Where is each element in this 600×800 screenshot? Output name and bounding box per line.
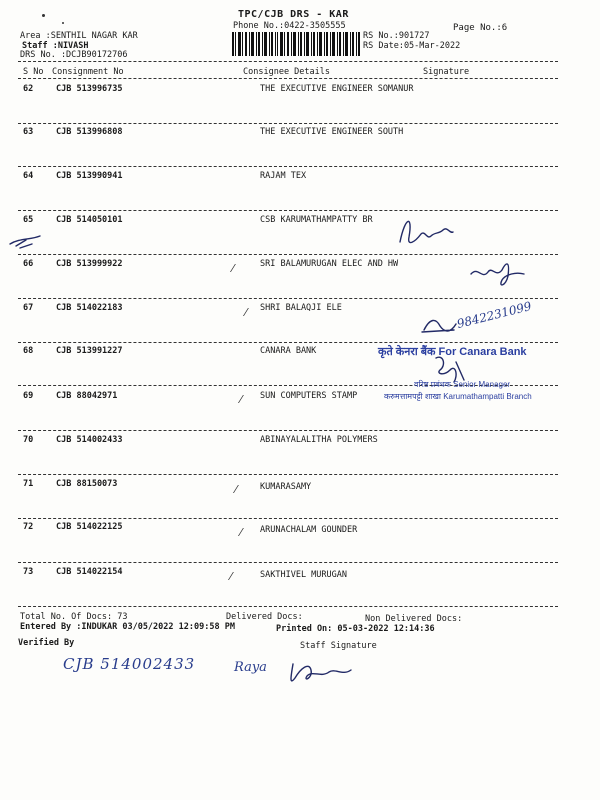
- tick-mark-icon: ⁄: [245, 306, 247, 319]
- signature-row-67: [420, 312, 460, 338]
- row-divider: [18, 474, 558, 475]
- row-sno: 64: [23, 171, 34, 181]
- row-sno: 62: [23, 84, 34, 94]
- phone-number: Phone No.:0422-3505555: [233, 21, 346, 31]
- staff-signature: [285, 656, 355, 690]
- row-consignment: CJB 88150073: [56, 479, 118, 489]
- row-consignee: ARUNACHALAM GOUNDER: [260, 525, 358, 535]
- signature-row-65: [395, 212, 455, 252]
- verified-by-label: Verified By: [18, 638, 75, 648]
- row-sno: 66: [23, 259, 34, 269]
- row-consignee: SHRI BALAQJI ELE: [260, 303, 342, 313]
- stamp-line-1: कृते केनरा बैंक For Canara Bank: [378, 346, 527, 358]
- row-sno: 73: [23, 567, 34, 577]
- tick-mark-icon: ⁄: [232, 262, 234, 275]
- staff-label: Staff :NIVASH: [22, 41, 89, 51]
- row-consignment: CJB 513990941: [56, 171, 123, 181]
- row-divider: [18, 298, 558, 299]
- handwritten-staff-name: Raya: [234, 660, 267, 675]
- non-delivered-docs: Non Delivered Docs:: [365, 614, 463, 624]
- row-sno: 70: [23, 435, 34, 445]
- area-label: Area :SENTHIL NAGAR KAR: [20, 31, 138, 41]
- row-consignee: CANARA BANK: [260, 346, 317, 356]
- row-sno: 65: [23, 215, 34, 225]
- rs-date: RS Date:05-Mar-2022: [363, 41, 461, 51]
- row-consignment: CJB 88042971: [56, 391, 118, 401]
- column-header-sno: S No: [23, 67, 44, 77]
- row-sno: 67: [23, 303, 34, 313]
- divider: [18, 78, 558, 79]
- total-docs: Total No. Of Docs: 73: [20, 612, 128, 622]
- row-consignment: CJB 514050101: [56, 215, 123, 225]
- row-consignee: KUMARASAMY: [260, 482, 312, 492]
- row-consignment: CJB 513996735: [56, 84, 123, 94]
- tick-mark-icon: ⁄: [240, 526, 242, 539]
- row-consignment: CJB 513999922: [56, 259, 123, 269]
- row-sno: 68: [23, 346, 34, 356]
- row-consignment: CJB 514022183: [56, 303, 123, 313]
- row-consignee: SRI BALAMURUGAN ELEC AND HW: [260, 259, 399, 269]
- staff-signature-label: Staff Signature: [300, 641, 377, 651]
- row-divider: [18, 123, 558, 124]
- divider: [18, 61, 558, 62]
- column-header-consignment: Consignment No: [52, 67, 124, 77]
- row-divider: [18, 606, 558, 607]
- row-consignment: CJB 513991227: [56, 346, 123, 356]
- tick-mark-icon: ⁄: [235, 483, 237, 496]
- margin-mark: [6, 232, 46, 252]
- barcode: [232, 32, 360, 56]
- row-sno: 69: [23, 391, 34, 401]
- row-sno: 71: [23, 479, 34, 489]
- row-divider: [18, 166, 558, 167]
- rs-number: RS No.:901727: [363, 31, 430, 41]
- row-consignee: ABINAYALALITHA POLYMERS: [260, 435, 378, 445]
- stamp-line-3: करुमत्तामपट्टी शाखा Karumathampatti Branch: [384, 392, 532, 401]
- row-sno: 63: [23, 127, 34, 137]
- row-consignment: CJB 514002433: [56, 435, 123, 445]
- handwritten-verified-note: CJB 514002433: [63, 655, 196, 673]
- row-consignment: CJB 514022125: [56, 522, 123, 532]
- stamp-line-2: वरिष्ठ प्रबंधक Senior Manager: [414, 380, 511, 389]
- row-consignment: CJB 513996808: [56, 127, 123, 137]
- row-consignee: THE EXECUTIVE ENGINEER SOMANUR: [260, 84, 414, 94]
- column-header-consignee: Consignee Details: [243, 67, 330, 77]
- row-divider: [18, 342, 558, 343]
- signature-row-66: [468, 256, 528, 290]
- row-divider: [18, 562, 558, 563]
- row-consignee: SUN COMPUTERS STAMP: [260, 391, 358, 401]
- handwritten-phone: 9842231099: [455, 298, 533, 332]
- row-consignee: CSB KARUMATHAMPATTY BR: [260, 215, 373, 225]
- tick-mark-icon: ⁄: [230, 570, 232, 583]
- scan-speck: [42, 14, 45, 17]
- delivered-docs: Delivered Docs:: [226, 612, 303, 622]
- row-consignment: CJB 514022154: [56, 567, 123, 577]
- scan-speck: [62, 22, 64, 24]
- entered-by: Entered By :INDUKAR 03/05/2022 12:09:58 PM: [20, 622, 235, 632]
- column-header-signature: Signature: [423, 67, 470, 77]
- row-consignee: SAKTHIVEL MURUGAN: [260, 570, 347, 580]
- row-divider: [18, 518, 558, 519]
- printed-on: Printed On: 05-03-2022 12:14:36: [276, 624, 435, 634]
- row-divider: [18, 254, 558, 255]
- page-number: Page No.:6: [453, 23, 508, 33]
- row-consignee: RAJAM TEX: [260, 171, 307, 181]
- row-sno: 72: [23, 522, 34, 532]
- row-divider: [18, 430, 558, 431]
- row-consignee: THE EXECUTIVE ENGINEER SOUTH: [260, 127, 404, 137]
- document-title: TPC/CJB DRS - KAR: [238, 9, 349, 20]
- row-divider: [18, 210, 558, 211]
- drs-number: DRS No. :DCJB90172706: [20, 50, 128, 60]
- tick-mark-icon: ⁄: [240, 393, 242, 406]
